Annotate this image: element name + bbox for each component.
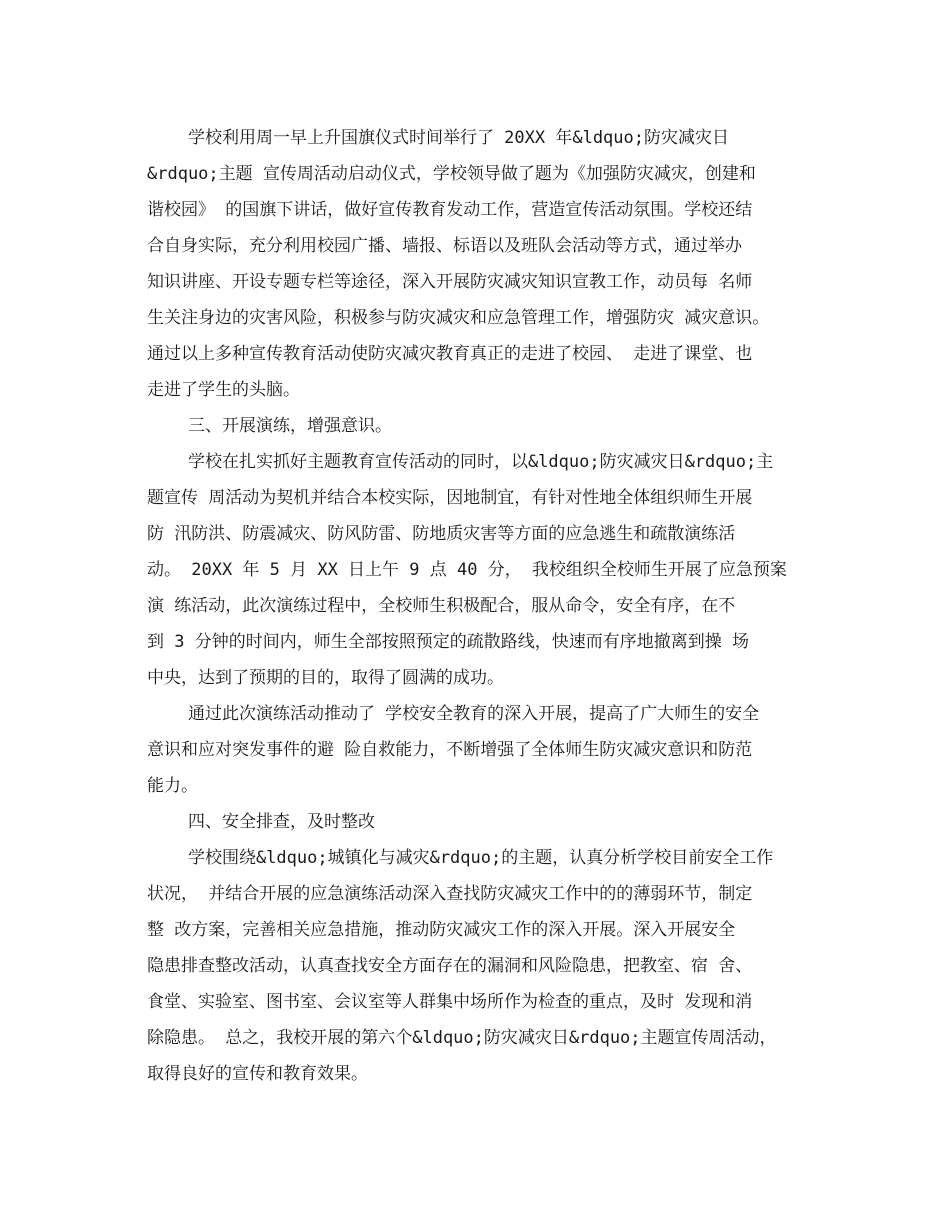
text-line: 学校围绕&ldquo;城镇化与减灾&rdquo;的主题，认真分析学校目前安全工作 — [147, 848, 774, 868]
section-heading: 四、安全排查，及时整改 — [147, 812, 375, 832]
text-line: 合自身实际，充分利用校园广播、墙报、标语以及班队会活动等方式，通过举办 — [147, 236, 742, 256]
text-line: 通过此次演练活动推动了 学校安全教育的深入开展，提高了广大师生的安全 — [147, 704, 760, 724]
section-heading: 三、开展演练，增强意识。 — [147, 416, 392, 436]
text-line: 防 汛防洪、防震减灾、防风防雷、防地质灾害等方面的应急逃生和疏散演练活 — [147, 524, 736, 544]
text-line: 中央，达到了预期的目的，取得了圆满的成功。 — [147, 668, 504, 688]
text-line: 状况， 并结合开展的应急演练活动深入查找防灾减灾工作中的的薄弱环节，制定 — [147, 884, 753, 904]
text-line: 通过以上多种宣传教育活动使防灾减灾教育真正的走进了校园、 走进了课堂、也 — [147, 344, 753, 364]
text-line: 能力。 — [147, 776, 198, 796]
text-line: 食堂、实验室、图书室、会议室等人群集中场所作为检查的重点，及时 发现和消 — [147, 992, 753, 1012]
text-line: 除隐患。 总之，我校开展的第六个&ldquo;防灾减灾日&rdquo;主题宣传周活动， — [147, 1028, 777, 1048]
text-line: &rdquo;主题 宣传周活动启动仪式，学校领导做了题为《加强防灾减灾，创建和 — [147, 164, 756, 184]
text-line: 隐患排查整改活动，认真查找安全方面存在的漏洞和风险隐患，把教室、宿 舍、 — [147, 956, 753, 976]
text-line: 题宣传 周活动为契机并结合本校实际，因地制宜，有针对性地全体组织师生开展 — [147, 488, 753, 508]
text-line: 整 改方案，完善相关应急措施，推动防灾减灾工作的深入开展。深入开展安全 — [147, 920, 736, 940]
text-line: 知识讲座、开设专题专栏等途径，深入开展防灾减灾知识宣教工作，动员每 名师 — [147, 272, 753, 292]
text-line: 取得良好的宣传和教育效果。 — [147, 1064, 368, 1084]
text-line: 意识和应对突发事件的避 险自救能力，不断增强了全体师生防灾减灾意识和防范 — [147, 740, 753, 760]
text-line: 谐校园》 的国旗下讲话，做好宣传教育发动工作，营造宣传活动氛围。学校还结 — [147, 200, 753, 220]
text-line: 动。 20XX 年 5 月 XX 日上午 9 点 40 分， 我校组织全校师生开展了应急预案 — [147, 560, 787, 580]
text-line: 到 3 分钟的时间内，师生全部按照预定的疏散路线，快速而有序地撤离到操 场 — [147, 632, 749, 652]
text-line: 学校利用周一早上升国旗仪式时间举行了 20XX 年&ldquo;防灾减灾日 — [147, 128, 729, 148]
text-line: 生关注身边的灾害风险，积极参与防灾减灾和应急管理工作，增强防灾 减灾意识。 — [147, 308, 770, 328]
text-line: 走进了学生的头脑。 — [147, 380, 300, 400]
text-line: 演 练活动，此次演练过程中，全校师生积极配合，服从命令，安全有序，在不 — [147, 596, 736, 616]
text-line: 学校在扎实抓好主题教育宣传活动的同时，以&ldquo;防灾减灾日&rdquo;主 — [147, 452, 774, 472]
